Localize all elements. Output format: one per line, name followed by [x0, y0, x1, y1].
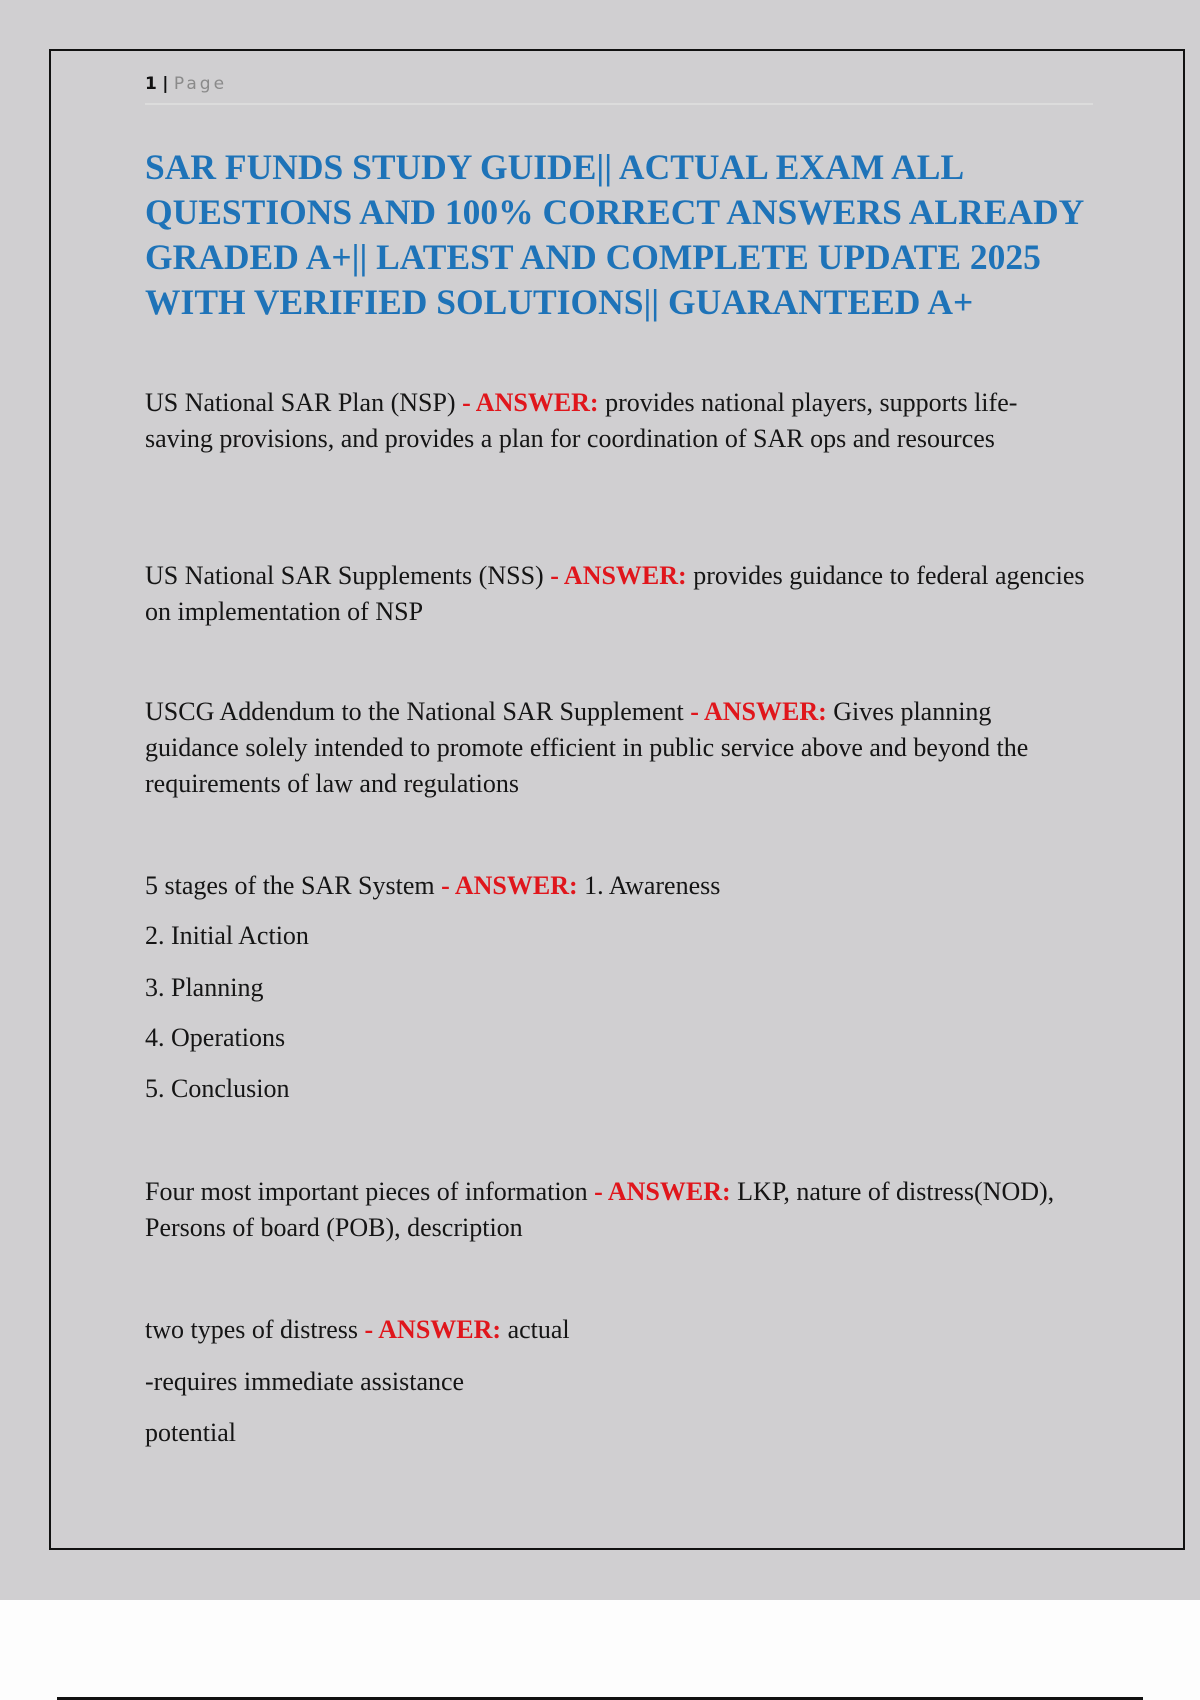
answer-label: - ANSWER:	[594, 1177, 731, 1206]
question: USCG Addendum to the National SAR Supplement	[145, 697, 684, 726]
page-header	[145, 74, 227, 94]
qa-item	[145, 1312, 1085, 1348]
answer-label: - ANSWER:	[690, 697, 827, 726]
question: 5 stages of the SAR System	[145, 871, 435, 900]
answer-label: - ANSWER:	[441, 871, 578, 900]
qa-item	[145, 1174, 1085, 1246]
question: US National SAR Supplements (NSS)	[145, 561, 544, 590]
answer: actual	[507, 1315, 570, 1344]
answer-label: - ANSWER:	[550, 561, 687, 590]
page-number: 1	[145, 74, 157, 94]
answer-line: 4. Operations	[145, 1023, 286, 1052]
answer: provides guidance to federal agencies on implementation of NSP	[145, 561, 1085, 626]
header-divider	[145, 103, 1093, 105]
qa-item	[145, 694, 1085, 802]
answer-line: 5. Conclusion	[145, 1074, 290, 1103]
answer: provides national players, supports life-saving provisions, and provides a plan for coordination of SAR ops and resources	[145, 388, 1018, 453]
question: US National SAR Plan (NSP)	[145, 388, 456, 417]
document-title: SAR FUNDS STUDY GUIDE|| ACTUAL EXAM ALL QUESTIONS AND 100% CORRECT ANSWERS ALREADY GRADED A+|| LATEST AND COMPLETE UPDATE 2025 WITH VERIFIED SOLUTIONS|| GUARANTEED A+	[145, 147, 1083, 322]
answer-line: 3. Planning	[145, 973, 264, 1002]
header-separator: |	[162, 74, 169, 94]
answer-label: - ANSWER:	[364, 1315, 502, 1344]
qa-item	[145, 385, 1085, 457]
qa-item	[145, 868, 1085, 904]
answer-label: - ANSWER:	[462, 388, 599, 417]
question: Four most important pieces of information	[145, 1177, 588, 1206]
answer: LKP, nature of distress(NOD), Persons of board (POB), description	[145, 1177, 1055, 1242]
question: two types of distress	[145, 1315, 359, 1344]
answer-line: 2. Initial Action	[145, 921, 309, 950]
qa-item	[145, 558, 1085, 630]
answer-line: -requires immediate assistance	[145, 1367, 465, 1396]
answer: 1. Awareness	[584, 871, 721, 900]
answer-line: potential	[145, 1418, 236, 1447]
answer: Gives planning guidance solely intended to promote efficient in public service above and beyond the requirements of law and regulations	[145, 697, 1029, 798]
page-label: Page	[173, 74, 228, 94]
